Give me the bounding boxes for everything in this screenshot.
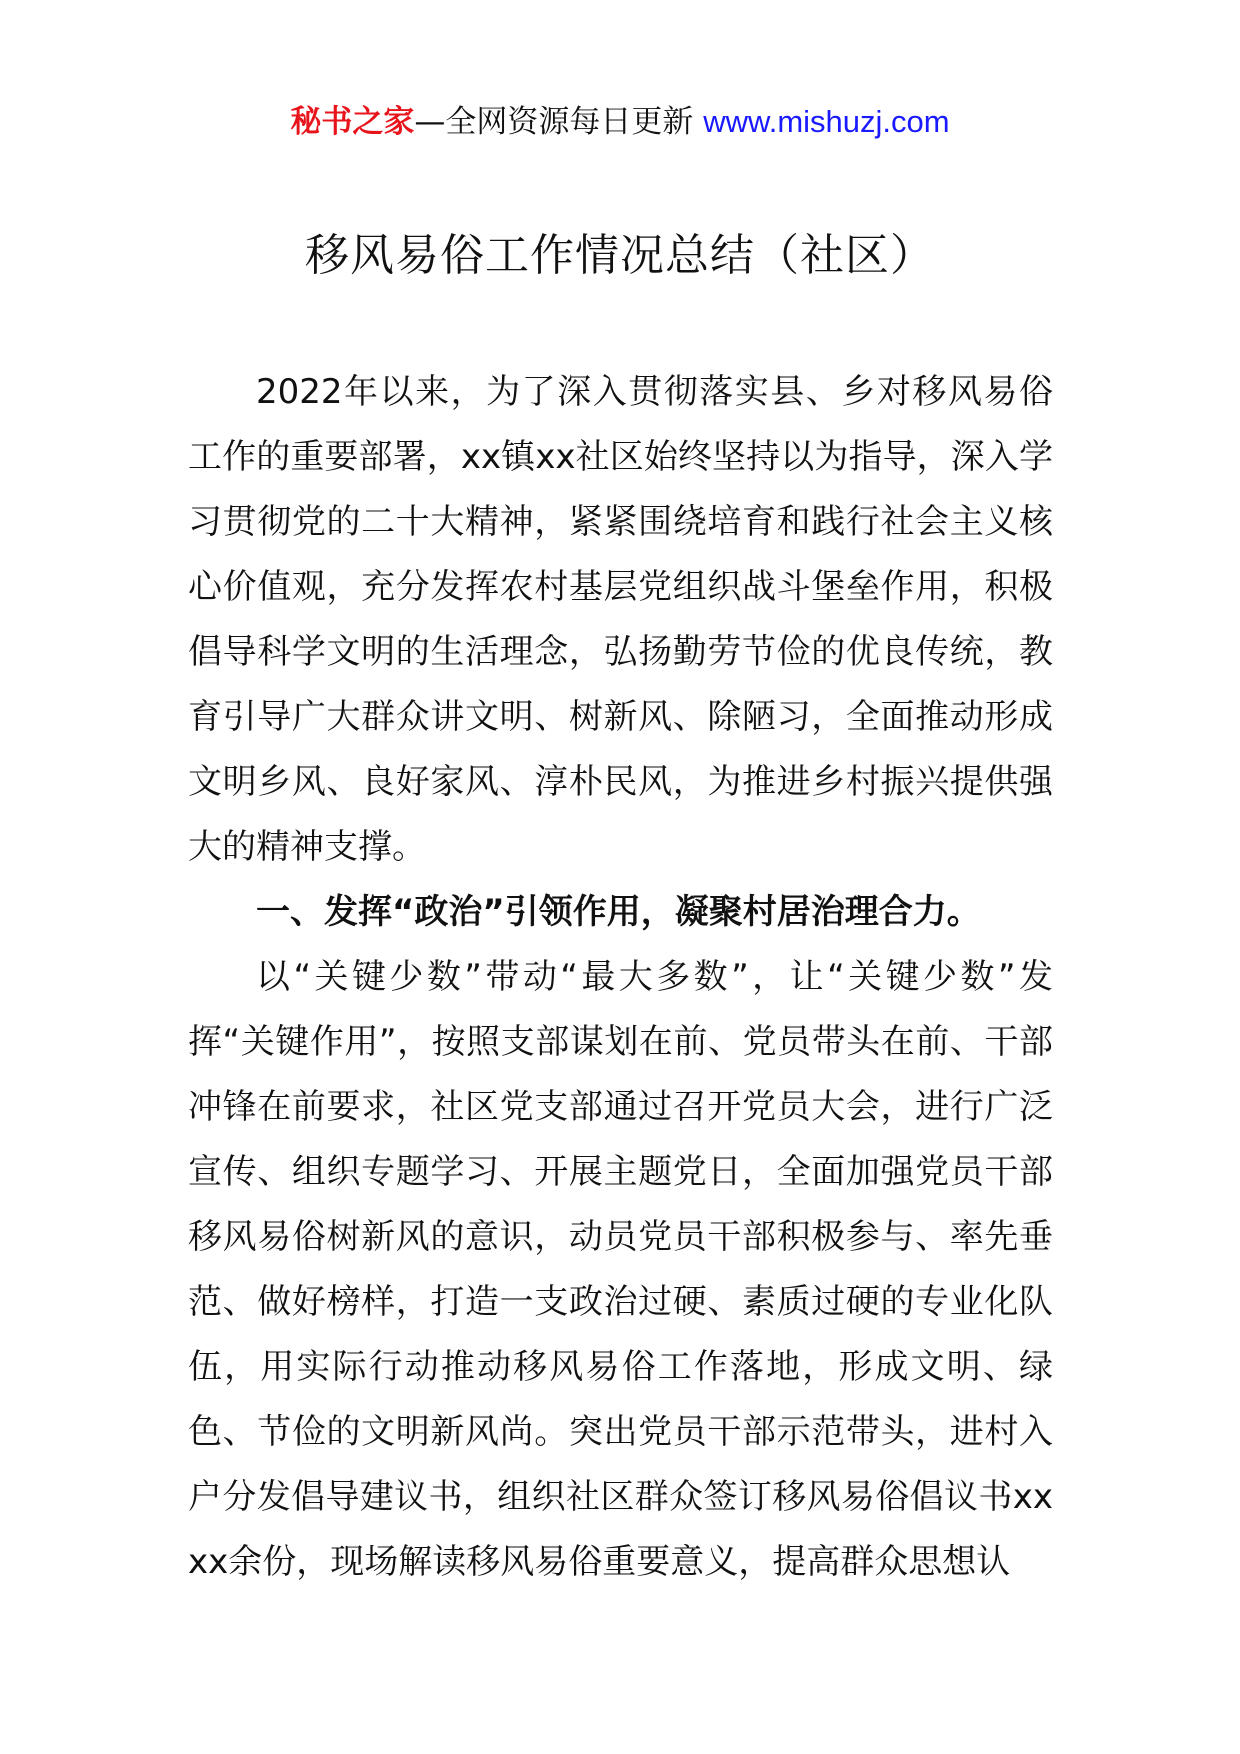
- paragraph-intro: 2022年以来，为了深入贯彻落实县、乡对移风易俗工作的重要部署，xx镇xx社区始终坚持以为指导，深入学习贯彻党的二十大精神，紧紧围绕培育和践行社会主义核心价值观，充分发挥农村基层党组织战斗堡垒作用，积极倡导科学文明的生活理念，弘扬勤劳节俭的优良传统，教育引导广大群众讲文明、树新风、除陋习，全面推动形成文明乡风、良好家风、淳朴民风，为推进乡村振兴提供强大的精神支撑。: [188, 372, 1053, 867]
- document-title: 移风易俗工作情况总结（社区）: [305, 230, 935, 281]
- brand-slogan: —全网资源每日更新: [414, 104, 694, 140]
- site-url[interactable]: www.mishuzj.com: [703, 104, 950, 139]
- site-banner: [0, 100, 1240, 144]
- paragraph-section-1: 以“关键少数”带动“最大多数”，让“关键少数”发挥“关键作用”，按照支部谋划在前、党员带头在前、干部冲锋在前要求，社区党支部通过召开党员大会，进行广泛宣传、组织专题学习、开展主题党日，全面加强党员干部移风易俗树新风的意识，动员党员干部积极参与、率先垂范、做好榜样，打造一支政治过硬、素质过硬的专业化队伍，用实际行动推动移风易俗工作落地，形成文明、绿色、节俭的文明新风尚。突出党员干部示范带头，进村入户分发倡导建议书，组织社区群众签订移风易俗倡议书xxxx余份，现场解读移风易俗重要意义，提高群众思想认: [188, 957, 1053, 1582]
- document-body: [188, 360, 1053, 1595]
- brand-name: 秘书之家: [290, 104, 415, 140]
- section-heading-1: 一、发挥“政治”引领作用，凝聚村居治理合力。: [256, 892, 981, 932]
